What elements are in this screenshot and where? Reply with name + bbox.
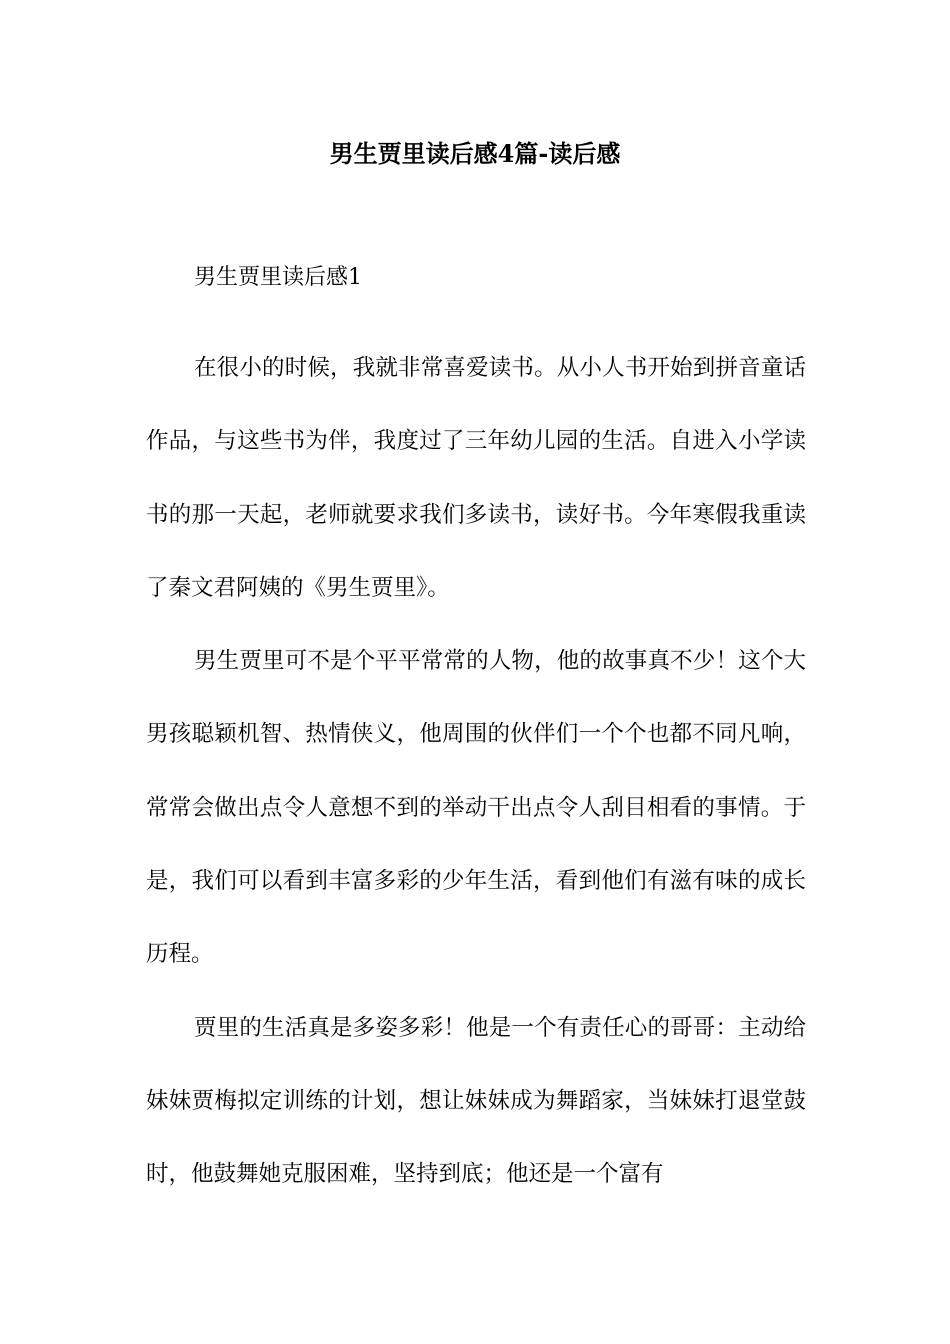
document-title: 男生贾里读后感4篇-读后感 [329,139,621,168]
document-body [146,332,806,1212]
section-heading: 男生贾里读后感1 [194,265,362,290]
paragraph: 男生贾里可不是个平平常常的人物，他的故事真不少！这个大男孩聪颖机智、热情侠义，他周围的伙伴们一个个也都不同凡响，常常会做出点令人意想不到的举动干出点令人刮目相看的事情。于是，我们可以看到丰富多彩的少年生活，看到他们有滋有味的成长历程。 [146,648,806,968]
paragraph: 贾里的生活真是多姿多彩！他是一个有责任心的哥哥：主动给妹妹贾梅拟定训练的计划，想让妹妹成为舞蹈家，当妹妹打退堂鼓时，他鼓舞她克服困难，坚持到底；他还是一个富有 [146,1014,806,1188]
paragraph: 在很小的时候，我就非常喜爱读书。从小人书开始到拼音童话作品，与这些书为伴，我度过了三年幼儿园的生活。自进入小学读书的那一天起，老师就要求我们多读书，读好书。今年寒假我重读了秦文君阿姨的《男生贾里》。 [146,355,806,601]
